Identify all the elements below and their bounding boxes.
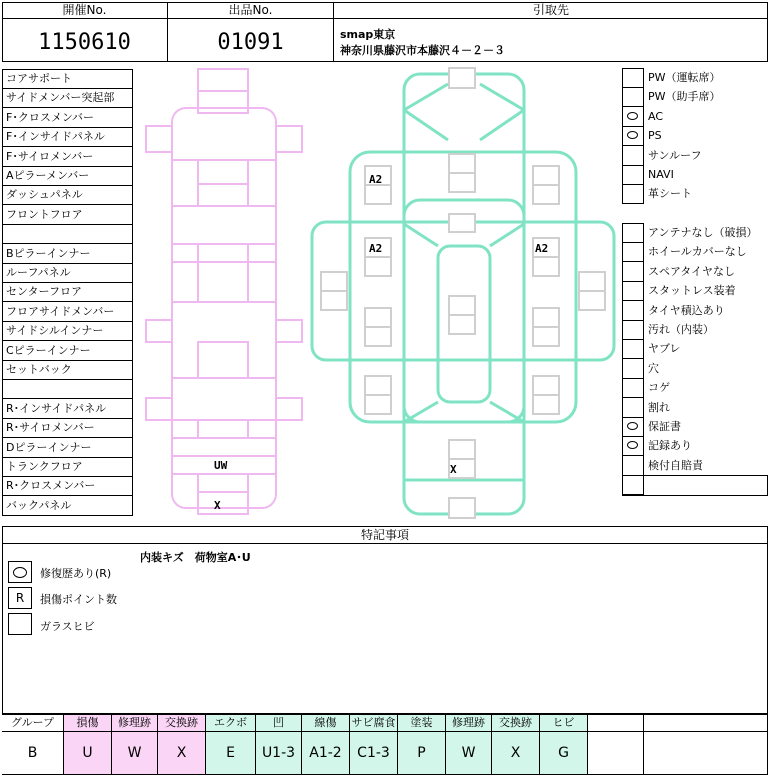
condition-label: 保証書 xyxy=(648,420,681,433)
pickup-address: 神奈川県藤沢市本藤沢４－２－３ xyxy=(340,44,505,57)
body-mark-left-front-door: A2 xyxy=(369,242,383,255)
option-row xyxy=(622,165,768,185)
check-circle-icon xyxy=(627,441,638,449)
condition-row xyxy=(622,398,768,418)
condition-row xyxy=(622,436,768,456)
checkbox[interactable] xyxy=(622,146,644,166)
checkbox[interactable] xyxy=(622,339,644,359)
checkbox[interactable] xyxy=(622,359,644,379)
option-row xyxy=(622,146,768,166)
frame-part-row: コアサポート xyxy=(2,69,133,89)
lot-no-label: 出品No. xyxy=(228,3,273,17)
frame-part-row: フロアサイドメンバー xyxy=(2,302,133,322)
condition-row xyxy=(622,339,768,359)
frame-part-row: Bピラーインナー xyxy=(2,244,133,264)
condition-label: 記録あり xyxy=(648,439,692,453)
body-mark-right-front-door: A2 xyxy=(535,242,549,255)
frame-part-row: F･インサイドパネル xyxy=(2,127,133,147)
grading-value-cell xyxy=(644,732,708,774)
frame-part-row: Cピラーインナー xyxy=(2,341,133,361)
frame-part-row: ダッシュパネル xyxy=(2,185,133,205)
grading-header-cell: ヒビ xyxy=(540,715,588,731)
checkbox[interactable] xyxy=(622,436,644,456)
frame-part-row xyxy=(2,224,133,244)
frame-part-row: センターフロア xyxy=(2,282,133,302)
grading-header-cell xyxy=(588,715,644,731)
condition-label: アンテナなし（破損） xyxy=(648,226,758,239)
grading-header-cell: 修理跡 xyxy=(446,715,492,731)
grading-value-cell: X xyxy=(158,732,206,774)
checkbox[interactable] xyxy=(622,417,644,437)
checkbox[interactable] xyxy=(622,281,644,301)
option-label: PW（助手席） xyxy=(648,90,721,104)
remarks-title: 特記事項 xyxy=(360,528,409,542)
body-diagram xyxy=(308,64,618,524)
option-label: PS xyxy=(648,129,662,143)
grading-header-cell: 交換跡 xyxy=(158,715,206,731)
lot-no-value: 01091 xyxy=(217,30,284,55)
condition-row xyxy=(622,262,768,282)
check-circle-icon xyxy=(627,112,638,120)
condition-label: タイヤ積込あり xyxy=(648,303,725,317)
option-label: PW（運転席） xyxy=(648,71,721,84)
condition-row xyxy=(622,378,768,398)
condition-row xyxy=(622,417,768,437)
grading-value-cell: W xyxy=(112,732,158,774)
frame-part-row: セットバック xyxy=(2,360,133,380)
grading-value-cell: A1-2 xyxy=(302,732,350,774)
grading-value-cell: G xyxy=(540,732,588,774)
frame-part-row: R･サイロメンバー xyxy=(2,418,133,438)
grading-header-cell: 損傷 xyxy=(64,715,112,731)
body-mark-trunk: X xyxy=(450,463,457,476)
pickup-label: 引取先 xyxy=(532,3,569,17)
option-label: サンルーフ xyxy=(648,148,702,162)
grading-header-cell: 凹 xyxy=(256,715,302,731)
condition-label: スタットレス装着 xyxy=(648,284,736,298)
frame-part-row xyxy=(2,379,133,399)
frame-part-row: フロントフロア xyxy=(2,205,133,225)
condition-row xyxy=(622,456,768,476)
checkbox[interactable] xyxy=(622,320,644,340)
frame-part-row: バックパネル xyxy=(2,496,133,516)
frame-part-row: R･クロスメンバー xyxy=(2,476,133,496)
condition-label: 穴 xyxy=(648,361,659,375)
condition-blank-row xyxy=(622,475,768,496)
pickup-name: smap東京 xyxy=(340,28,396,41)
remarks-note: 内装キズ 荷物室A･U xyxy=(140,551,251,564)
auction-no-value: 1150610 xyxy=(38,30,131,55)
option-row xyxy=(622,126,768,146)
option-label: 革シート xyxy=(648,187,692,201)
grading-header-cell: 交換跡 xyxy=(492,715,540,731)
legend-symbol-damage-points: R xyxy=(8,587,32,609)
condition-row xyxy=(622,320,768,340)
frame-diagram xyxy=(140,64,310,524)
legend-label-damage-points: 損傷ポイント数 xyxy=(40,593,117,606)
condition-row xyxy=(622,223,768,243)
option-row xyxy=(622,68,768,88)
checkbox[interactable] xyxy=(622,126,644,146)
checkbox[interactable] xyxy=(622,378,644,398)
legend-symbol-repair-history xyxy=(8,561,32,583)
checkbox[interactable] xyxy=(622,456,644,476)
legend-label-glass-crack: ガラスヒビ xyxy=(40,620,95,633)
check-circle-icon xyxy=(627,131,638,139)
condition-row xyxy=(622,281,768,301)
frame-part-row: R･インサイドパネル xyxy=(2,399,133,419)
checkbox[interactable] xyxy=(622,262,644,282)
condition-label: ヤブレ xyxy=(648,342,681,356)
frame-part-row: Dピラーインナー xyxy=(2,438,133,458)
grading-header-cell: サビ腐食 xyxy=(350,715,398,731)
grading-value-cell: U xyxy=(64,732,112,774)
check-circle-icon xyxy=(627,422,638,430)
checkbox[interactable] xyxy=(622,68,644,88)
grading-header-cell: エクボ xyxy=(206,715,256,731)
frame-part-row: サイドメンバー突起部 xyxy=(2,88,133,108)
auction-no-label: 開催No. xyxy=(62,3,107,17)
body-mark-hood: A2 xyxy=(369,173,383,186)
frame-part-row: サイドシルインナー xyxy=(2,321,133,341)
condition-row xyxy=(622,301,768,321)
condition-label: ホイールカバーなし xyxy=(648,245,747,259)
frame-mark-x: X xyxy=(214,499,221,512)
option-label: AC xyxy=(648,109,664,123)
condition-row xyxy=(622,242,768,262)
checkbox[interactable] xyxy=(622,87,644,107)
frame-part-row: Aピラーメンバー xyxy=(2,166,133,186)
grading-value-cell: U1-3 xyxy=(256,732,302,774)
legend-circle-icon xyxy=(13,567,27,578)
grading-value-cell xyxy=(588,732,644,774)
grading-value-cell: W xyxy=(446,732,492,774)
option-row xyxy=(622,87,768,107)
condition-label: コゲ xyxy=(648,381,670,395)
grading-header-cell: グループ xyxy=(2,715,64,731)
legend-symbol-glass-crack xyxy=(8,613,32,635)
grading-header-cell xyxy=(644,715,708,731)
frame-part-row: F･サイロメンバー xyxy=(2,147,133,167)
checkbox[interactable] xyxy=(622,184,644,204)
checkbox[interactable] xyxy=(622,165,644,185)
grading-value-cell: P xyxy=(398,732,446,774)
grading-value-cell: E xyxy=(206,732,256,774)
grading-value-cell: C1-3 xyxy=(350,732,398,774)
option-row xyxy=(622,184,768,204)
frame-mark-uw: UW xyxy=(214,459,228,472)
remarks-box xyxy=(2,526,768,714)
condition-label: 汚れ（内装） xyxy=(648,323,714,336)
checkbox[interactable] xyxy=(622,242,644,262)
condition-label: スペアタイヤなし xyxy=(648,264,736,278)
frame-part-row: ルーフパネル xyxy=(2,263,133,283)
condition-row xyxy=(622,359,768,379)
condition-label: 割れ xyxy=(648,400,670,414)
checkbox[interactable] xyxy=(622,223,644,243)
grading-header-cell: 線傷 xyxy=(302,715,350,731)
frame-part-row: F･クロスメンバー xyxy=(2,108,133,128)
frame-part-row: トランクフロア xyxy=(2,457,133,477)
option-row xyxy=(622,107,768,127)
condition-label: 検付自賠責 xyxy=(648,458,703,472)
grading-header-cell: 修理跡 xyxy=(112,715,158,731)
remarks-divider xyxy=(2,543,768,544)
grading-header-cell: 塗装 xyxy=(398,715,446,731)
option-label: NAVI xyxy=(648,168,674,181)
grading-value-cell: B xyxy=(2,732,64,774)
checkbox[interactable] xyxy=(622,398,644,418)
legend-label-repair-history: 修復歴あり(R) xyxy=(40,567,112,580)
grading-value-cell: X xyxy=(492,732,540,774)
checkbox[interactable] xyxy=(622,107,644,127)
header-divider xyxy=(2,18,768,19)
checkbox[interactable] xyxy=(622,301,644,321)
